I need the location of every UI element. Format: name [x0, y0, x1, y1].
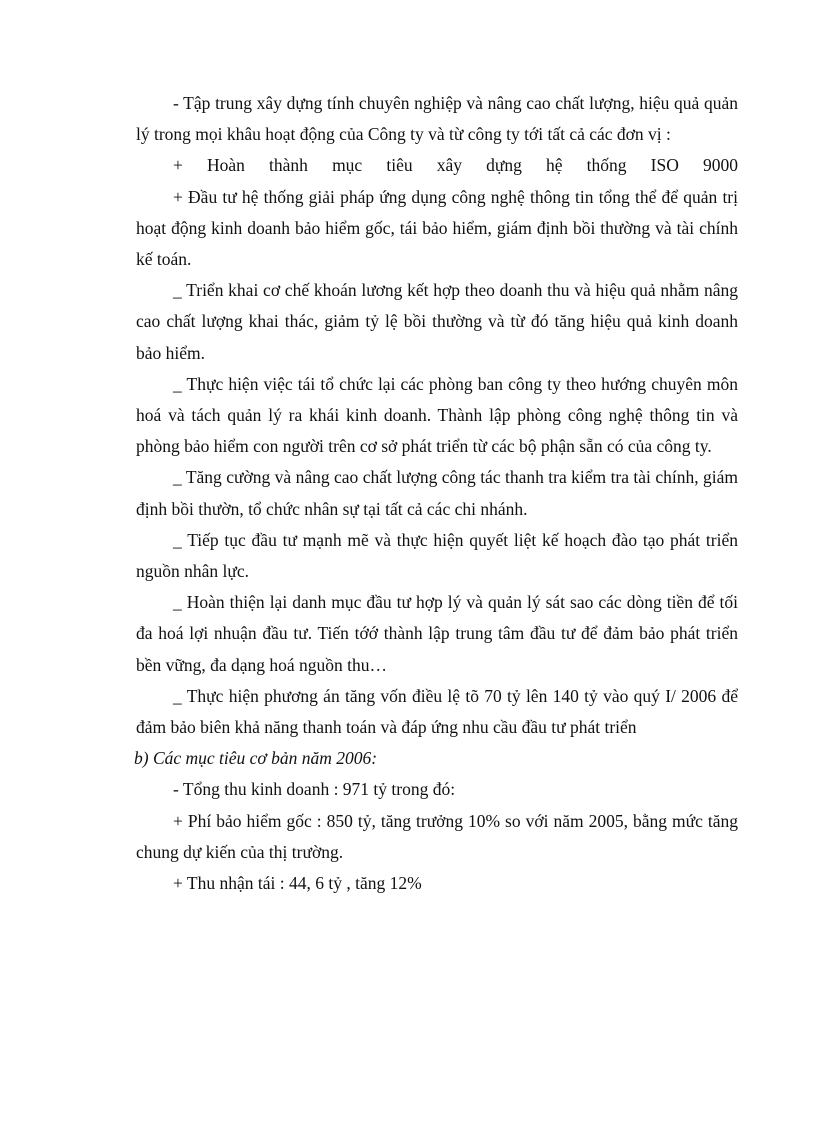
paragraph-reorganization: _ Thực hiện việc tái tổ chức lại các phòng ban công ty theo hướng chuyên môn hoá và tách quản lý ra khái kinh doanh. Thành lập phòng công nghệ thông tin và phòng bảo hiểm con người trên cơ sở phát triển từ các bộ phận sẵn có của công ty. [136, 373, 738, 457]
target-premium: + Phí bảo hiểm gốc : 850 tỷ, tăng trưởng 10% so với năm 2005, bằng mức tăng chung dự kiến của thị trường. [136, 810, 738, 862]
document-body [136, 88, 738, 899]
paragraph-investment-portfolio: _ Hoàn thiện lại danh mục đầu tư hợp lý và quản lý sát sao các dòng tiền để tối đa hoá lợi nhuận đầu tư. Tiến tớớ thành lập trung tâm đầu tư để đảm bảo phát triển bền vững, đa dạng hoá nguồn thu… [136, 592, 738, 675]
paragraph-it-investment: + Đầu tư hệ thống giải pháp ứng dụng công nghệ thông tin tổng thể để quản trị hoạt động kinh doanh bảo hiểm gốc, tái bảo hiểm, giám định bồi thường và tài chính kế toán. [136, 186, 738, 270]
target-total-revenue: - Tổng thu kinh doanh : 971 tỷ trong đó: [173, 779, 456, 800]
paragraph-capital-increase: _ Thực hiện phương án tăng vốn điều lệ tõ 70 tỷ lên 140 tỷ vào quý I/ 2006 để đảm bảo biên khả năng thanh toán và đáp ứng nhu cầu đầu tư phát triển [136, 685, 738, 738]
target-reinsurance: + Thu nhận tái : 44, 6 tỷ , tăng 12% [173, 873, 422, 894]
section-heading: b) Các mục tiêu cơ bản năm 2006: [134, 748, 378, 769]
paragraph-iso-9000: + Hoàn thành mục tiêu xây dựng hệ thống ISO 9000 [173, 155, 738, 176]
paragraph-inspection: _ Tăng cường và nâng cao chất lượng công tác thanh tra kiểm tra tài chính, giám định bồi thườn, tổ chức nhân sự tại tất cả các chi nhánh. [136, 467, 738, 519]
paragraph-training: _ Tiếp tục đầu tư mạnh mẽ và thực hiện quyết liệt kế hoạch đào tạo phát triển nguồn nhân lực. [136, 529, 738, 582]
paragraph-salary-mechanism: _ Triển khai cơ chế khoán lương kết hợp theo doanh thu và hiệu quả nhằm nâng cao chất lượng khai thác, giảm tỷ lệ bồi thường và từ đó tăng hiệu quả kinh doanh bảo hiểm. [136, 280, 738, 363]
paragraph-professionalism: - Tập trung xây dựng tính chuyên nghiệp và nâng cao chất lượng, hiệu quả quản lý trong mọi khâu hoạt động của Công ty và từ công ty tới tất cả các đơn vị : [136, 93, 738, 145]
